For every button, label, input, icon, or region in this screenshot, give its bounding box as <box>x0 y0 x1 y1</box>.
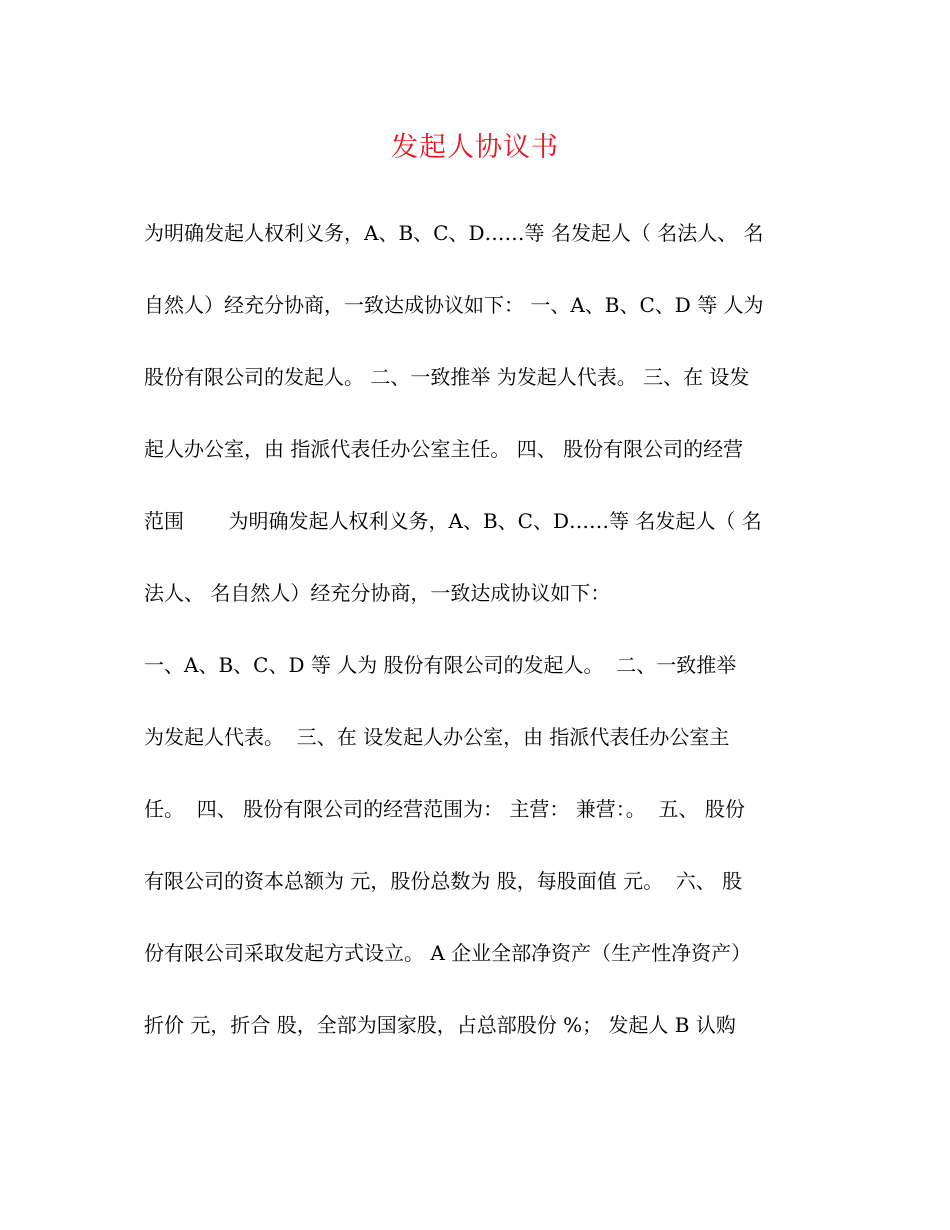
paragraph-line: 份有限公司采取发起方式设立。 A 企业全部净资产（生产性净资产） <box>144 941 752 965</box>
paragraph-line: 折价 元，折合 股，全部为国家股，占总部股份 %； 发起人 B 认购 <box>144 1013 736 1037</box>
paragraph-line: 股份有限公司的发起人。 二、一致推举 为发起人代表。 三、在 设发 <box>144 365 750 389</box>
document-title: 发起人协议书 <box>391 132 559 163</box>
paragraph-line: 任。 四、 股份有限公司的经营范围为： 主营： 兼营：。 五、 股份 <box>144 797 745 821</box>
paragraph-line: 为明确发起人权利义务，A、B、C、D……等 名发起人（ 名法人、 名 <box>144 221 764 245</box>
paragraph-line: 自然人）经充分协商，一致达成协议如下： 一、A、B、C、D 等 人为 <box>144 293 764 317</box>
paragraph-line: 起人办公室，由 指派代表任办公室主任。 四、 股份有限公司的经营 <box>144 437 744 461</box>
paragraph-line: 有限公司的资本总额为 元，股份总数为 股，每股面值 元。 六、 股 <box>144 869 743 893</box>
paragraph-line: 范围 为明确发起人权利义务，A、B、C、D……等 名发起人（ 名 <box>144 509 762 533</box>
paragraph-line: 为发起人代表。 三、在 设发起人办公室，由 指派代表任办公室主 <box>144 725 730 749</box>
paragraph-line: 一、A、B、C、D 等 人为 股份有限公司的发起人。 二、一致推举 <box>144 653 737 677</box>
paragraph-line: 法人、 名自然人）经充分协商，一致达成协议如下： <box>144 581 611 605</box>
